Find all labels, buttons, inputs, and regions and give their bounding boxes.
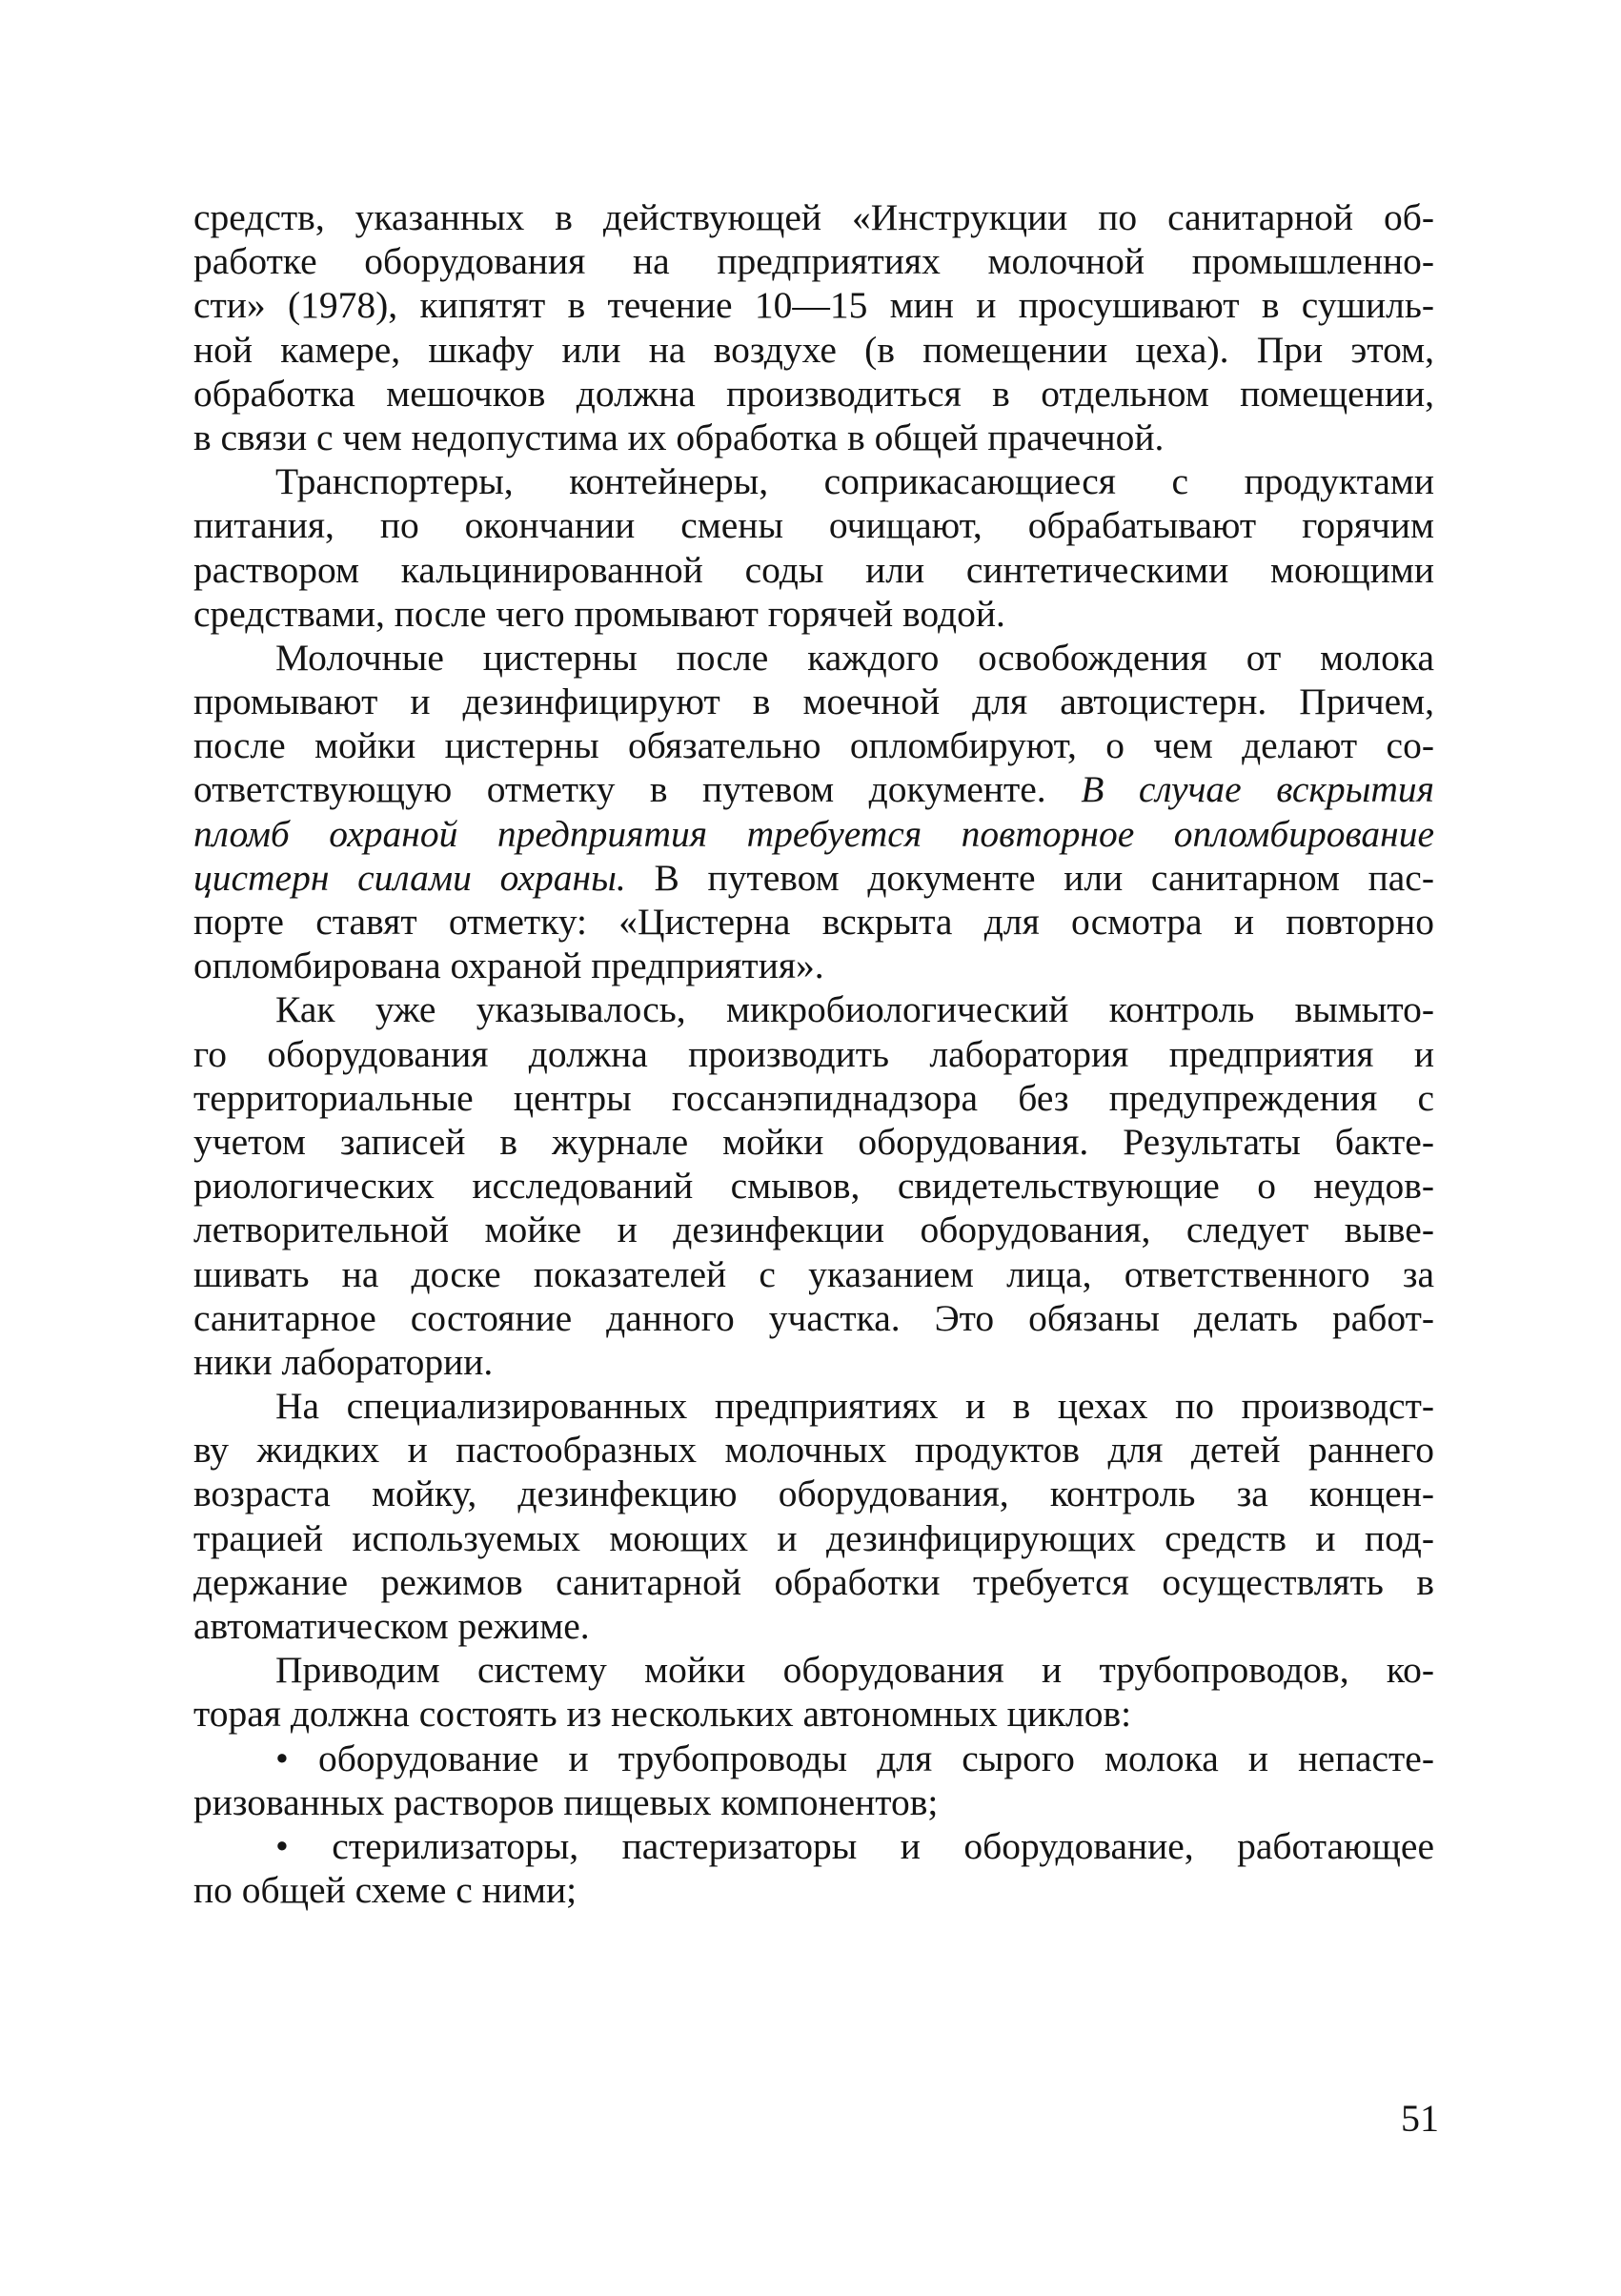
text-line: питания, по окончании смены очищают, обрабатывают горячим [193, 504, 1434, 547]
text-line: средствами, после чего промывают горячей водой. [193, 592, 1005, 635]
text-line: сти» (1978), кипятят в течение 10—15 мин и просушивают в сушиль- [193, 284, 1434, 327]
page-body [193, 195, 1434, 1912]
italic-text-run: цистерн силами охраны. [193, 856, 626, 899]
text-line: ники лаборатории. [193, 1340, 494, 1383]
text-line: санитарное состояние данного участка. Это обязаны делать работ- [193, 1296, 1434, 1339]
text-line: держание режимов санитарной обработки требуется осуществлять в [193, 1560, 1434, 1603]
paragraph-1 [193, 195, 1434, 459]
text-line: территориальные центры госсанэпиднадзора без предупреждения с [193, 1076, 1434, 1119]
paragraph-2 [193, 459, 1434, 636]
bullet-item [193, 1824, 1434, 1912]
text-line: Транспортеры, контейнеры, соприкасающиеся с продуктами [275, 460, 1434, 503]
text-line: раствором кальцинированной соды или синтетическими моющими [193, 548, 1434, 591]
text-line: риологических исследований смывов, свидетельствующие о неудов- [193, 1165, 1434, 1208]
text-line [193, 856, 1434, 900]
text-line: средств, указанных в действующей «Инструкции по санитарной об- [193, 196, 1434, 238]
italic-text-run: В случае вскрытия [1081, 768, 1434, 811]
text-line: работке оборудования на предприятиях молочной промышленно- [193, 240, 1434, 283]
text-line: Молочные цистерны после каждого освобождения от молока [275, 636, 1434, 679]
text-line: учетом записей в журнале мойки оборудования. Результаты бакте- [193, 1120, 1434, 1163]
bullet-item [193, 1737, 1434, 1824]
text-line: летворительной мойке и дезинфекции оборудования, следует выве- [193, 1209, 1434, 1251]
paragraph-3 [193, 636, 1434, 988]
text-line: Приводим систему мойки оборудования и трубопроводов, ко- [275, 1649, 1434, 1692]
italic-text-line: пломб охраной предприятия требуется повторное опломбирование [193, 812, 1434, 855]
page-number: 51 [1401, 2097, 1439, 2140]
text-line: ву жидких и пастообразных молочных продуктов для детей раннего [193, 1429, 1434, 1472]
text-line: Как уже указывалось, микробиологический контроль вымыто- [275, 988, 1434, 1031]
text-line: промывают и дезинфицируют в моечной для автоцистерн. Причем, [193, 681, 1434, 723]
text-run: ответствующую отметку в путевом документе. [193, 768, 1082, 811]
text-line: • стерилизаторы, пастеризаторы и оборудование, работающее [275, 1824, 1434, 1867]
text-run: В путевом документе или санитарном пас- [625, 856, 1434, 899]
text-line [193, 767, 1434, 811]
text-line: трацией используемых моющих и дезинфицирующих средств и под- [193, 1516, 1434, 1559]
text-line: торая должна состоять из нескольких автономных циклов: [193, 1693, 1132, 1736]
text-line: порте ставят отметку: «Цистерна вскрыта для осмотра и повторно [193, 901, 1434, 943]
paragraph-6 [193, 1648, 1434, 1736]
text-line: • оборудование и трубопроводы для сырого молока и непасте- [275, 1737, 1434, 1779]
text-line: го оборудования должна производить лаборатория предприятия и [193, 1032, 1434, 1075]
text-line: ной камере, шкафу или на воздухе (в помещении цеха). При этом, [193, 328, 1434, 371]
text-line: ризованных растворов пищевых компонентов; [193, 1780, 939, 1823]
text-line: опломбирована охраной предприятия». [193, 945, 824, 987]
text-line: после мойки цистерны обязательно опломбируют, о чем делают со- [193, 724, 1434, 767]
text-line: возраста мойку, дезинфекцию оборудования, контроль за концен- [193, 1473, 1434, 1515]
text-line: автоматическом режиме. [193, 1605, 590, 1647]
text-line: по общей схеме с ними; [193, 1869, 577, 1912]
text-line: шивать на доске показателей с указанием лица, ответственного за [193, 1252, 1434, 1295]
paragraph-5 [193, 1384, 1434, 1648]
text-line: На специализированных предприятиях и в цехах по производст- [275, 1385, 1434, 1428]
text-line: в связи с чем недопустима их обработка в общей прачечной. [193, 416, 1165, 458]
text-line: обработка мешочков должна производиться в отдельном помещении, [193, 372, 1434, 415]
paragraph-4 [193, 987, 1434, 1384]
